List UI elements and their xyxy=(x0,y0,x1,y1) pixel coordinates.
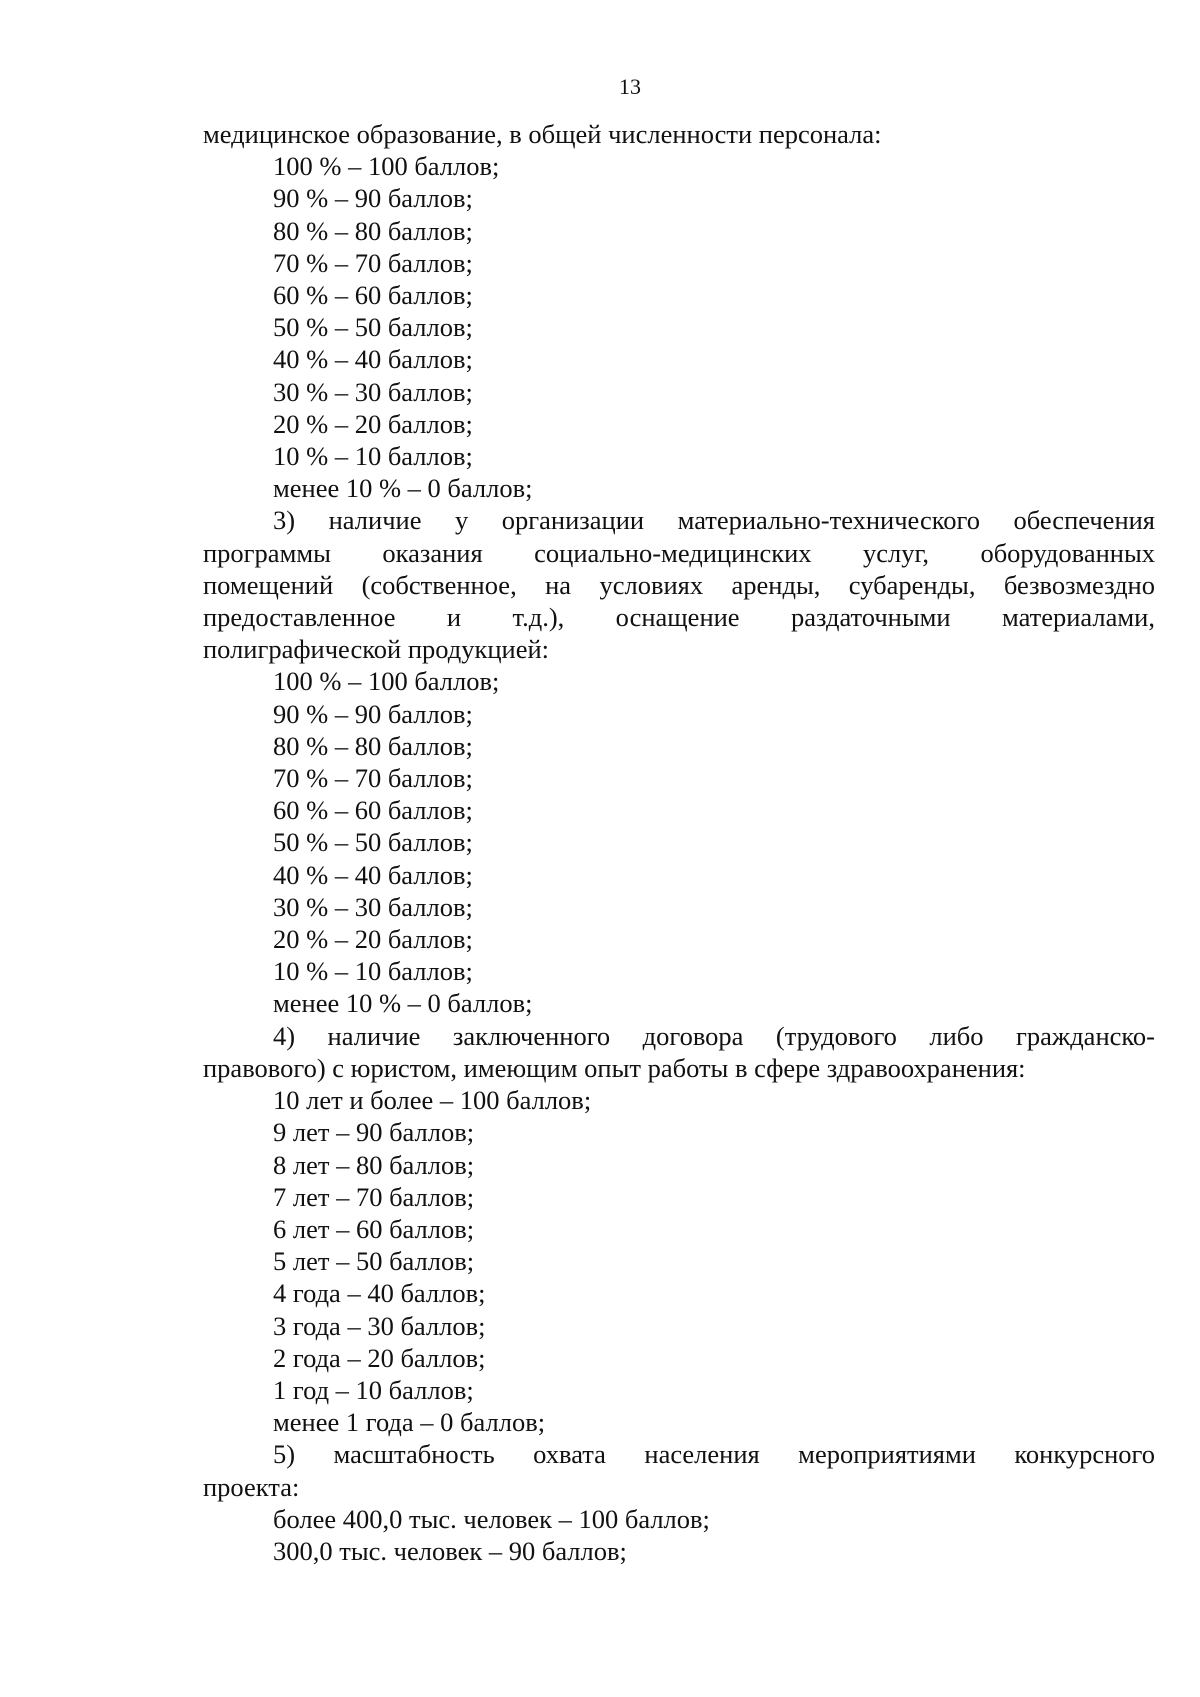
text-line: 80 % – 80 баллов; xyxy=(273,215,473,246)
text-line: полиграфической продукцией: xyxy=(203,634,550,665)
text-line: 50 % – 50 баллов; xyxy=(273,827,473,858)
text-line: проекта: xyxy=(203,1471,300,1502)
document-body xyxy=(203,118,1155,1567)
text-line: менее 1 года – 0 баллов; xyxy=(273,1407,546,1438)
text-line: 80 % – 80 баллов; xyxy=(273,730,473,761)
text-line: 20 % – 20 баллов; xyxy=(273,924,473,955)
text-line: правового) с юристом, имеющим опыт работы в сфере здравоохранения: xyxy=(203,1052,1026,1083)
text-line: 1 год – 10 баллов; xyxy=(273,1374,474,1405)
text-line: 300,0 тыс. человек – 90 баллов; xyxy=(273,1535,627,1566)
text-line: 5) масштабность охвата населения мероприятиями конкурсного xyxy=(273,1439,1155,1470)
text-line: 6 лет – 60 баллов; xyxy=(273,1213,475,1244)
text-line: 50 % – 50 баллов; xyxy=(273,312,473,343)
text-line: 70 % – 70 баллов; xyxy=(273,763,473,794)
text-line: предоставленное и т.д.), оснащение раздаточными материалами, xyxy=(203,602,1155,633)
text-line: 100 % – 100 баллов; xyxy=(273,151,500,182)
text-line: более 400,0 тыс. человек – 100 баллов; xyxy=(273,1503,710,1534)
page-number: 13 xyxy=(619,74,641,99)
text-line: 4) наличие заключенного договора (трудового либо гражданско- xyxy=(273,1020,1155,1051)
text-line: медицинское образование, в общей численности персонала: xyxy=(203,119,882,149)
text-line: 10 % – 10 баллов; xyxy=(273,441,473,472)
text-line: 3) наличие у организации материально-технического обеспечения xyxy=(273,505,1155,536)
text-line: 40 % – 40 баллов; xyxy=(273,344,473,375)
text-line: 90 % – 90 баллов; xyxy=(273,698,473,729)
text-line: менее 10 % – 0 баллов; xyxy=(273,473,533,504)
text-line: 10 лет и более – 100 баллов; xyxy=(273,1085,592,1116)
text-line: 7 лет – 70 баллов; xyxy=(273,1181,475,1212)
text-line: программы оказания социально-медицинских услуг, оборудованных xyxy=(203,537,1155,568)
text-line: 9 лет – 90 баллов; xyxy=(273,1117,475,1148)
text-line: 30 % – 30 баллов; xyxy=(273,891,473,922)
text-line: 20 % – 20 баллов; xyxy=(273,408,473,439)
text-line: 100 % – 100 баллов; xyxy=(273,666,500,697)
text-line: 60 % – 60 баллов; xyxy=(273,795,473,826)
text-line: 2 года – 20 баллов; xyxy=(273,1342,486,1373)
text-line: 8 лет – 80 баллов; xyxy=(273,1149,475,1180)
text-line: 60 % – 60 баллов; xyxy=(273,280,473,311)
text-line: 40 % – 40 баллов; xyxy=(273,859,473,890)
text-line: 3 года – 30 баллов; xyxy=(273,1310,486,1341)
text-line: менее 10 % – 0 баллов; xyxy=(273,988,533,1019)
text-line: 70 % – 70 баллов; xyxy=(273,247,473,278)
text-line: помещений (собственное, на условиях аренды, субаренды, безвозмездно xyxy=(203,569,1155,600)
text-line: 10 % – 10 баллов; xyxy=(273,956,473,987)
text-line: 90 % – 90 баллов; xyxy=(273,183,473,214)
text-line: 5 лет – 50 баллов; xyxy=(273,1246,475,1277)
text-line: 4 года – 40 баллов; xyxy=(273,1278,486,1309)
text-line: 30 % – 30 баллов; xyxy=(273,376,473,407)
